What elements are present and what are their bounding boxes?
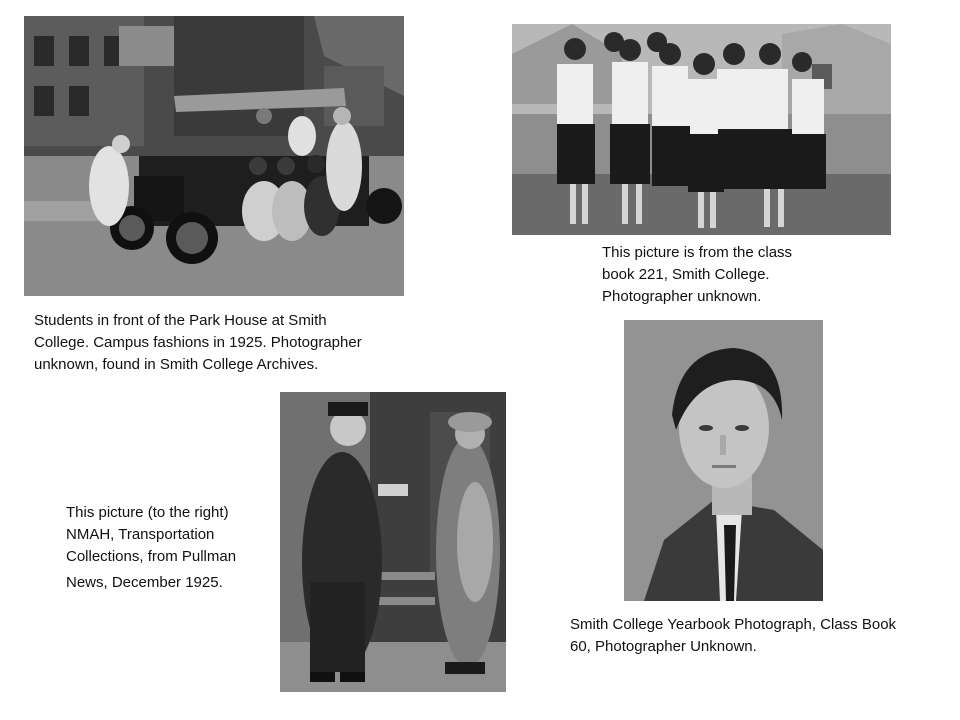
caption-line: Students in front of the Park House at Smith: [34, 312, 327, 329]
park-house-photo: [24, 16, 404, 296]
caption-line: unknown, found in Smith College Archives.: [34, 356, 319, 373]
caption-line: This picture is from the class: [602, 244, 793, 261]
caption-line: NMAH, Transportation: [66, 526, 215, 543]
caption-line: 60, Photographer Unknown.: [570, 638, 757, 655]
caption-line: Photographer unknown.: [602, 288, 762, 305]
class-book-photo: [512, 24, 891, 235]
class-book-caption: [602, 242, 792, 308]
yearbook-caption: [570, 614, 896, 658]
park-house-caption: [34, 310, 362, 376]
caption-line: College. Campus fashions in 1925. Photographer: [34, 334, 362, 351]
caption-line: Smith College Yearbook Photograph, Class Book: [570, 616, 897, 633]
pullman-photo: [280, 392, 506, 692]
caption-line: book 221, Smith College.: [602, 266, 770, 283]
yearbook-portrait-photo: [624, 320, 823, 601]
caption-line: Collections, from Pullman: [66, 548, 237, 565]
caption-line: News, December 1925.: [66, 574, 223, 591]
caption-line: This picture (to the right): [66, 504, 229, 521]
pullman-caption: [66, 502, 236, 594]
